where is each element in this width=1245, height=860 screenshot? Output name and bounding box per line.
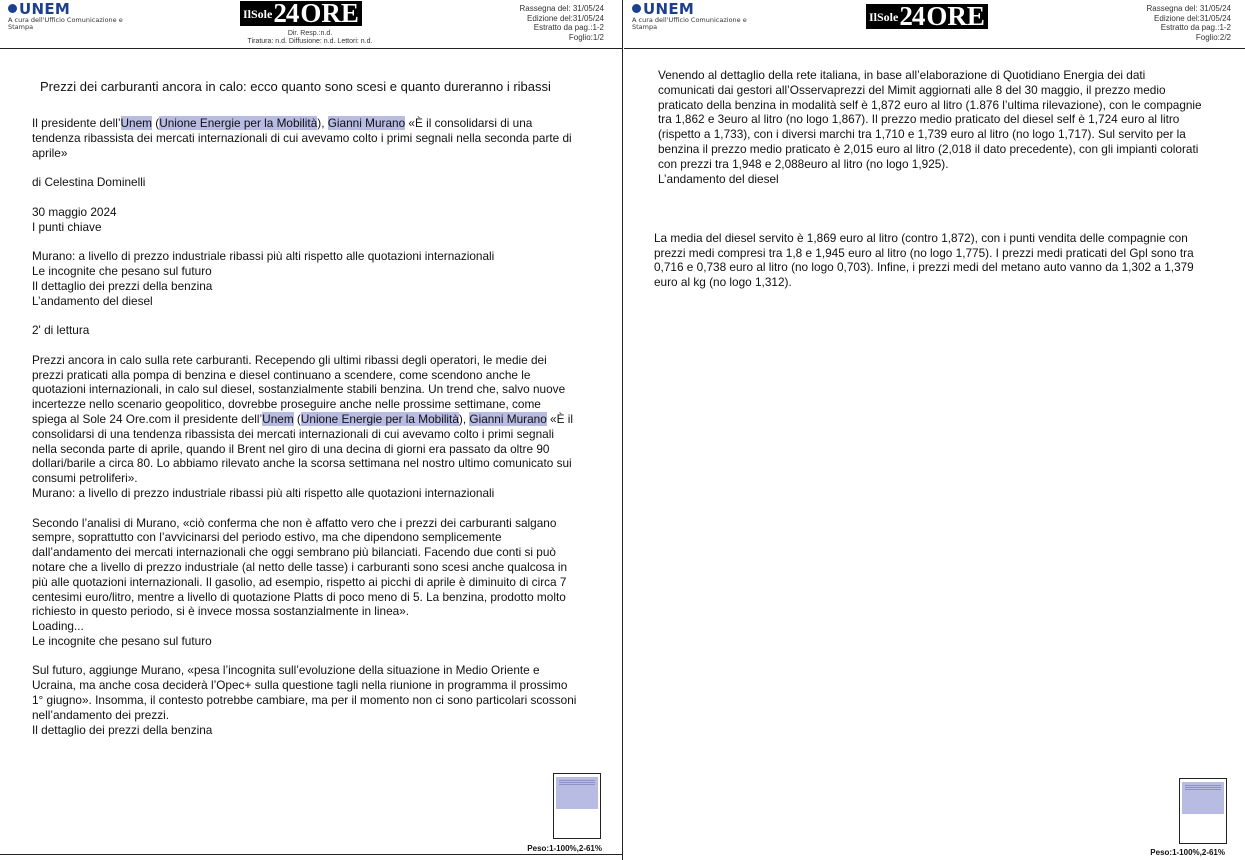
section-heading: Le incognite che pesano sul futuro: [32, 633, 212, 648]
sole24ore-logo: [866, 1, 988, 31]
section-heading: Murano: a livello di prezzo industriale ribassi più alti rispetto alle quotazioni internazionali: [32, 485, 495, 500]
peso-footer: Peso:1-100%,2-61%: [1150, 848, 1225, 857]
dir-resp: Dir. Resp.:n.d.: [287, 30, 333, 37]
logo-24: 24: [273, 0, 299, 28]
foglio-number: Foglio:1/2: [568, 32, 604, 42]
logo-ore: ORE: [926, 1, 985, 31]
edizione-date: Edizione del:31/05/24: [1154, 13, 1231, 23]
highlight-murano: Gianni Murano: [327, 116, 406, 130]
article-body: [32, 116, 577, 737]
page-header: [0, 0, 622, 49]
unem-logo-subtitle: A cura dell'Ufficio Comunicazione e Stampa: [632, 16, 747, 31]
body-paragraph: Venendo al dettaglio della rete italiana, in base all’elaborazione di Quotidiano Energia dei dati comunicati dai gestori all’Osservaprezzi del Mimit aggiornati alle 8 del 30 maggio, il prezzo medio praticato della benzina in modalità self è 1,872 euro al litro (1.876 l’ultima rilevazione), con le compagnie tra 1,862 e 3euro al litro (no logo 1,867). Il prezzo medio praticato del diesel self è 1,724 euro al litro (rispetto a 1,733), con i diversi marchi tra 1,710 e 1,739 euro al litro (no logo 1,717). Sul servito per la benzina il prezzo medio praticato è 2,015 euro al litro (2,018 il dato precedente), con gli impianti colorati con prezzi tra 1,948 e 2,088euro al litro (no logo 1,925).: [658, 68, 1202, 171]
reading-time: 2' di lettura: [32, 323, 90, 338]
tiratura: Tiratura: n.d. Diffusione: n.d. Lettori: n.d.: [247, 38, 373, 45]
estratto-pages: Estratto da pag.:1-2: [1160, 23, 1231, 32]
section-heading: L’andamento del diesel: [658, 171, 779, 186]
logo-24: 24: [899, 1, 925, 31]
page-thumbnail: [553, 773, 601, 839]
highlight-uem: Unione Energie per la Mobilità: [300, 411, 459, 426]
thumbnail-lines: [559, 780, 595, 781]
page-header: [624, 0, 1245, 49]
logo-il-sole: IlSole: [243, 7, 273, 21]
unem-logo: [632, 1, 752, 31]
body-paragraph: Sul futuro, aggiunge Murano, «pesa l’incognita sull’evoluzione della situazione in Medio Oriente e Ucraina, ma anche cosa deciderà l’Opec+ sulla questione tagli nella riunione in programma il prossimo 1° giugno». Insomma, il contesto potrebbe cambiare, ma per il momento non ci sono particolari scossoni nell’andamento dei prezzi.: [32, 663, 577, 722]
unem-logo-subtitle: A cura dell'Ufficio Comunicazione e Stampa: [8, 16, 123, 31]
lead-paragraph: [32, 116, 577, 160]
unem-logo-text: UNEM: [19, 0, 71, 18]
text-run: (: [293, 411, 301, 426]
edizione-date: Edizione del:31/05/24: [527, 13, 604, 23]
footer-rule: [0, 854, 622, 855]
header-meta: [519, 4, 604, 42]
text-run: Il presidente dell’: [32, 116, 121, 130]
unem-logo: [8, 1, 128, 31]
highlight-unem: Unem: [120, 116, 152, 130]
article-date: 30 maggio 2024: [32, 204, 117, 219]
thumbnail-lines: [1185, 785, 1221, 786]
section-heading: Il dettaglio dei prezzi della benzina: [32, 722, 213, 737]
text-run: «È il consolidarsi di una tendenza ribassista dei mercati internazionali di cui avevamo colto i primi segnali nella seconda parte di aprile, quando il Brent nel giro di una decina di giorni era passato da oltre 90 dollari/barile a circa 80. Lo abbiamo rilevato anche la scorsa settimana nel nostro ultimo comunicato sui consumi petroliferi».: [32, 411, 574, 486]
foglio-number: Foglio:2/2: [1195, 32, 1231, 42]
text-run: «È il consolidarsi di una tendenza ribassista dei mercati internazionali di cui avevamo colto i primi segnali nella seconda parte di aprile»: [32, 116, 572, 160]
page-2: [624, 0, 1245, 860]
rassegna-date: Rassegna del: 31/05/24: [519, 4, 604, 13]
highlight-murano: Gianni Murano: [469, 411, 547, 426]
article-title: Prezzi dei carburanti ancora in calo: ecco quanto sono scesi e quanto dureranno i ribassi: [40, 79, 551, 94]
thumbnail-band: [556, 777, 598, 809]
unem-dot-icon: [8, 4, 17, 13]
page-separator: [622, 0, 623, 860]
sole24ore-logo: [240, 1, 362, 26]
key-point: Le incognite che pesano sul futuro: [32, 263, 212, 278]
body-paragraph: [32, 353, 577, 486]
page-thumbnail: [1179, 778, 1227, 844]
loading-text: Loading...: [32, 619, 84, 634]
page-1: [0, 0, 622, 860]
highlight-uem: Unione Energie per la Mobilità: [159, 116, 318, 130]
unem-dot-icon: [632, 4, 641, 13]
header-press-info: [215, 30, 405, 46]
logo-il-sole: IlSole: [869, 10, 899, 24]
key-points-heading: I punti chiave: [32, 219, 102, 234]
highlight-unem: Unem: [262, 411, 294, 426]
unem-logo-text: UNEM: [643, 0, 695, 18]
rassegna-date: Rassegna del: 31/05/24: [1146, 4, 1231, 13]
peso-footer: Peso:1-100%,2-61%: [527, 844, 602, 853]
text-run: ),: [458, 411, 470, 426]
header-meta: [1146, 4, 1231, 42]
article-body-continued: [654, 68, 1203, 290]
text-run: (: [152, 116, 160, 130]
byline: di Celestina Dominelli: [32, 175, 146, 190]
body-paragraph: Secondo l’analisi di Murano, «ciò conferma che non è affatto vero che i prezzi dei carburanti salgano sempre, soprattutto con l’avvicinarsi del periodo estivo, ma che dipendono semplicemente dall’andamento dei mercati internazionali che oggi sembrano più bilanciati. Facendo due conti si può notare che a livello di prezzo industriale (al netto delle tasse) i carburanti sono scesi anche qualcosa in più alle quotazioni internazionali. Il gasolio, ad esempio, rispetto ai picchi di aprile è diminuito di circa 7 centesimi euro/litro, mentre a livello di quotazione Platts di poco meno di 5. La benzina, prodotto molto richiesto in questo periodo, si è invece mossa sostanzialmente in linea».: [32, 515, 568, 619]
logo-ore: ORE: [300, 0, 359, 28]
text-run: Prezzi ancora in calo sulla rete carburanti. Recependo gli ultimi ribassi degli operatori, le medie dei prezzi praticati alla pompa di benzina e diesel continuano a scendere, come scendono anche le quotazioni internazionali, in calo sul diesel, sostanzialmente stabili benzina. Un trend che, salvo nuove incertezze nello scenario geopolitico, dovrebbe proseguire anche nelle prossime settimane, come spiega al Sole 24 Ore.com il presidente dell’: [32, 352, 566, 426]
key-point: Murano: a livello di prezzo industriale ribassi più alti rispetto alle quotazioni internazionali: [32, 249, 495, 264]
key-point: Il dettaglio dei prezzi della benzina: [32, 278, 213, 293]
thumbnail-band: [1182, 782, 1224, 814]
text-run: ),: [317, 116, 328, 130]
body-paragraph: La media del diesel servito è 1,869 euro al litro (contro 1,872), con i punti vendita delle compagnie con prezzi medi compresi tra 1,8 e 1,945 euro al litro (no logo 1,775). I prezzi medi praticati del Gpl sono tra 0,716 e 0,738 euro al litro (no logo 0,703). Infine, i prezzi medi del metano auto vanno da 1,302 a 1,379 euro al kg (no logo 1,312).: [654, 230, 1194, 290]
key-point: L’andamento del diesel: [32, 293, 153, 308]
estratto-pages: Estratto da pag.:1-2: [533, 23, 604, 32]
